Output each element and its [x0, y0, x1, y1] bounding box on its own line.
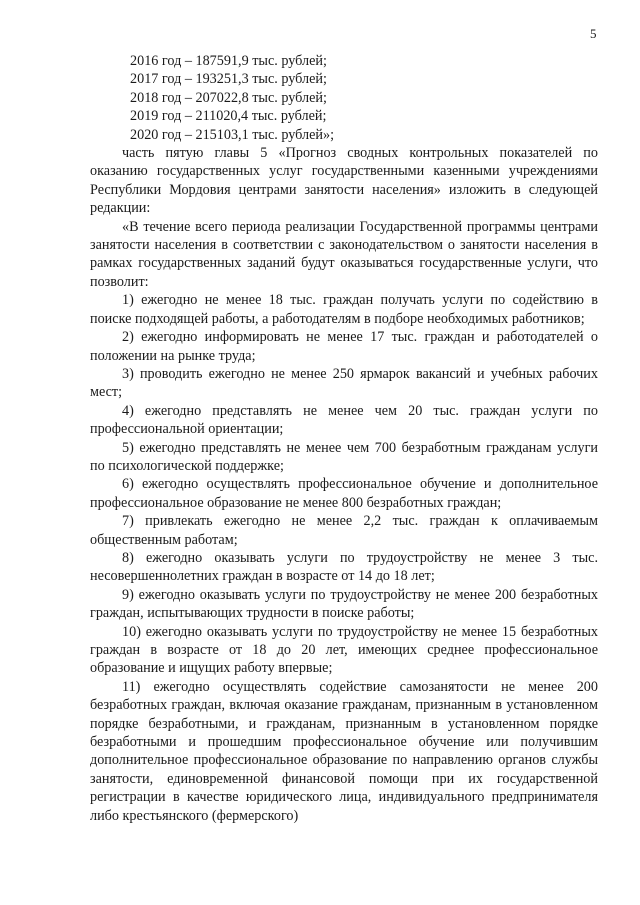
list-item-9: 9) ежегодно оказывать услуги по трудоустройству не менее 200 безработных граждан, испытывающих трудности в поиске работы; [90, 586, 598, 622]
list-item-11: 11) ежегодно осуществлять содействие самозанятости не менее 200 безработных граждан, включая оказание гражданам, признанным в установленном порядке безработными, и гражданам, признанным в установленном порядке безработными и прошедшим профессиональное обучение или получившим дополнительное профессиональное образование по направлению органов службы занятости, единовременной финансовой помощи при их государственной регистрации в качестве юридического лица, индивидуального предпринимателя либо крестьянского (фермерского) [90, 678, 598, 824]
list-item-6: 6) ежегодно осуществлять профессиональное обучение и дополнительное профессиональное образование не менее 800 безработных граждан; [90, 476, 598, 511]
program-intro-paragraph: «В течение всего периода реализации Государственной программы центрами занятости населения в соответствии с законодательством о занятости населения в рамках государственных заданий будут оказываться государственные услуги, что позволит: [90, 218, 598, 290]
list-item-4: 4) ежегодно представлять не менее чем 20 тыс. граждан услуги по профессиональной ориентации; [90, 402, 598, 438]
amendment-intro-paragraph: часть пятую главы 5 «Прогноз сводных контрольных показателей по оказанию государственных услуг государственными казенными учреждениями Республики Мордовия центрами занятости населения» изложить в следующей редакции: [90, 145, 598, 217]
list-item-7: 7) привлекать ежегодно не менее 2,2 тыс. граждан к оплачиваемым общественным работам; [90, 513, 598, 548]
year-line-2019: 2019 год – 211020,4 тыс. рублей; [130, 108, 327, 125]
list-item-5: 5) ежегодно представлять не менее чем 700 безработным гражданам услуги по психологической поддержке; [90, 439, 598, 474]
document-body [90, 52, 598, 825]
year-line-2018: 2018 год – 207022,8 тыс. рублей; [130, 89, 327, 106]
list-item-10: 10) ежегодно оказывать услуги по трудоустройству не менее 15 безработных граждан в возрасте от 18 до 20 лет, имеющих среднее профессиональное образование и ищущих работу впервые; [90, 623, 598, 677]
year-line-2020: 2020 год – 215103,1 тыс. рублей»; [130, 126, 335, 143]
year-line-2017: 2017 год – 193251,3 тыс. рублей; [130, 71, 327, 88]
list-item-3: 3) проводить ежегодно не менее 250 ярмарок вакансий и учебных рабочих мест; [90, 365, 598, 401]
list-item-2: 2) ежегодно информировать не менее 17 тыс. граждан и работодателей о положении на рынке труда; [90, 329, 598, 364]
page-number: 5 [590, 26, 597, 41]
list-item-1: 1) ежегодно не менее 18 тыс. граждан получать услуги по содействию в поиске подходящей работы, а работодателям в подборе необходимых работников; [90, 292, 598, 327]
list-item-8: 8) ежегодно оказывать услуги по трудоустройству не менее 3 тыс. несовершеннолетних граждан в возрасте от 14 до 18 лет; [90, 549, 598, 585]
year-line-2016: 2016 год – 187591,9 тыс. рублей; [130, 53, 327, 69]
